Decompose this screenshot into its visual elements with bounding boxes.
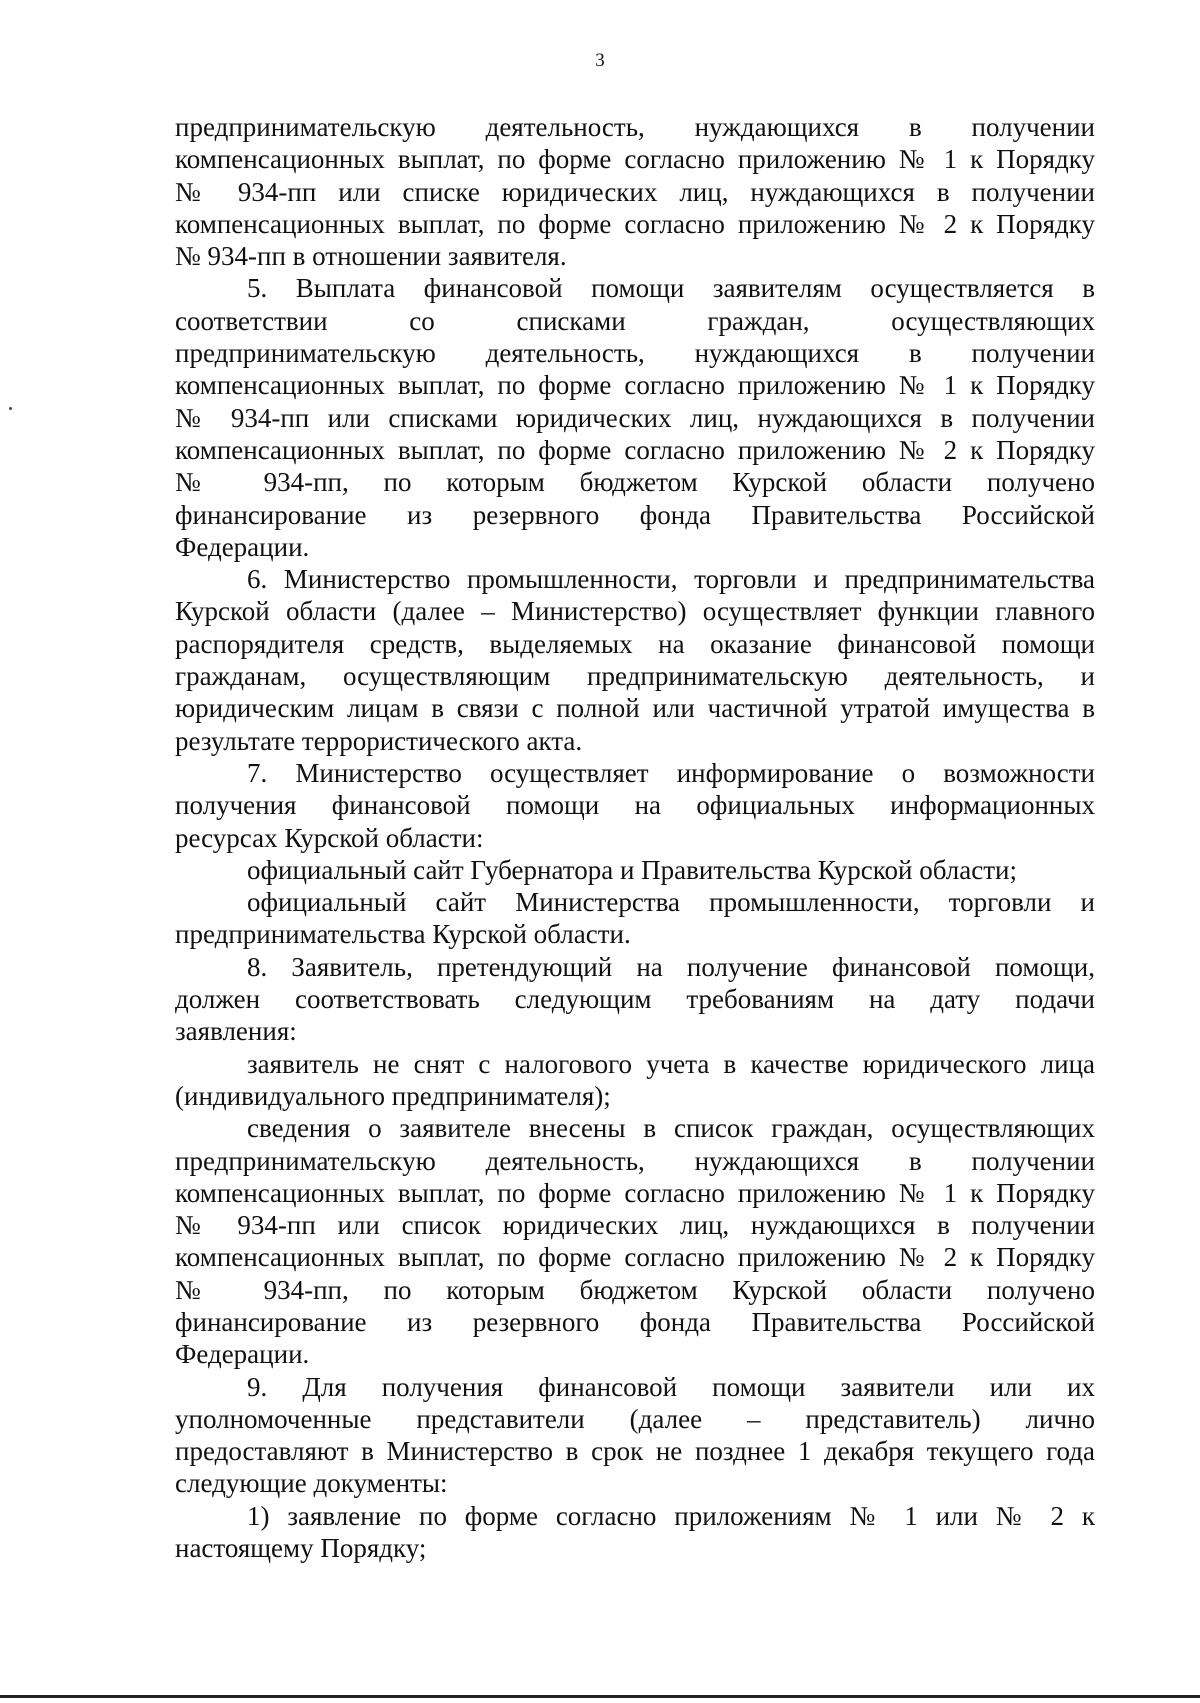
text-line: настоящему Порядку;	[175, 1533, 427, 1564]
document-body	[175, 111, 1095, 1564]
text-line: ресурсах Курской области:	[175, 822, 484, 853]
text-line: № 934-пп, по которым бюджетом Курской области получено	[175, 467, 1095, 498]
text-line: Федерации.	[175, 1339, 310, 1370]
text-line: (индивидуального предпринимателя);	[175, 1080, 611, 1111]
text-line: Федерации.	[175, 531, 310, 562]
text-line: следующие документы:	[175, 1468, 448, 1499]
text-line: заявления:	[175, 1016, 297, 1047]
text-line: 5. Выплата финансовой помощи заявителям осуществляется в	[247, 273, 1095, 304]
text-line: уполномоченные представители (далее – представитель) лично	[175, 1403, 1095, 1434]
text-line: результате террористического акта.	[175, 725, 583, 756]
text-line: № 934-пп или списке юридических лиц, нуждающихся в получении	[175, 176, 1095, 207]
text-line: соответствии со списками граждан, осуществляющих	[175, 305, 1095, 336]
text-line: компенсационных выплат, по форме согласно приложению № 2 к Порядку	[175, 434, 1095, 465]
text-line: компенсационных выплат, по форме согласно приложению № 1 к Порядку	[175, 144, 1095, 175]
text-line: 9. Для получения финансовой помощи заявители или их	[247, 1371, 1095, 1402]
text-line: 6. Министерство промышленности, торговли и предпринимательства	[247, 564, 1095, 595]
text-line: предпринимательскую деятельность, нуждающихся в получении	[175, 1145, 1095, 1176]
text-line: № 934-пп, по которым бюджетом Курской области получено	[175, 1274, 1095, 1305]
text-line: распорядителя средств, выделяемых на оказание финансовой помощи	[175, 628, 1095, 659]
text-line: № 934-пп или список юридических лиц, нуждающихся в получении	[175, 1210, 1095, 1241]
text-line: официальный сайт Министерства промышленности, торговли и	[247, 887, 1095, 918]
text-line: предпринимательскую деятельность, нуждающихся в получении	[175, 338, 1095, 369]
text-line: № 934-пп в отношении заявителя.	[175, 241, 567, 272]
text-line: заявитель не снят с налогового учета в качестве юридического лица	[247, 1048, 1095, 1079]
text-line: Курской области (далее – Министерство) осуществляет функции главного	[175, 596, 1095, 627]
text-line: официальный сайт Губернатора и Правительства Курской области;	[247, 854, 1017, 885]
text-line: 7. Министерство осуществляет информирование о возможности	[247, 757, 1095, 788]
scan-speck	[9, 407, 12, 410]
text-line: юридическим лицам в связи с полной или частичной утратой имущества в	[175, 693, 1095, 724]
text-line: должен соответствовать следующим требованиям на дату подачи	[175, 984, 1095, 1015]
text-line: получения финансовой помощи на официальных информационных	[175, 790, 1095, 821]
text-line: предоставляют в Министерство в срок не позднее 1 декабря текущего года	[175, 1436, 1095, 1467]
text-line: компенсационных выплат, по форме согласно приложению № 1 к Порядку	[175, 370, 1095, 401]
text-line: сведения о заявителе внесены в список граждан, осуществляющих	[247, 1113, 1095, 1144]
text-line: гражданам, осуществляющим предпринимательскую деятельность, и	[175, 661, 1095, 692]
text-line: предпринимательства Курской области.	[175, 919, 631, 950]
text-line: 1) заявление по форме согласно приложениям № 1 или № 2 к	[247, 1500, 1095, 1531]
text-line: № 934-пп или списками юридических лиц, нуждающихся в получении	[175, 402, 1095, 433]
text-line: финансирование из резервного фонда Правительства Российской	[175, 499, 1095, 530]
text-line: предпринимательскую деятельность, нуждающихся в получении	[175, 112, 1095, 142]
text-line: компенсационных выплат, по форме согласно приложению № 2 к Порядку	[175, 1242, 1095, 1273]
text-line: компенсационных выплат, по форме согласно приложению № 2 к Порядку	[175, 208, 1095, 239]
page-number: 3	[595, 50, 605, 71]
text-line: 8. Заявитель, претендующий на получение финансовой помощи,	[247, 951, 1095, 982]
scan-bottom-edge	[0, 1695, 1200, 1698]
text-line: компенсационных выплат, по форме согласно приложению № 1 к Порядку	[175, 1177, 1095, 1208]
text-line: финансирование из резервного фонда Правительства Российской	[175, 1306, 1095, 1337]
